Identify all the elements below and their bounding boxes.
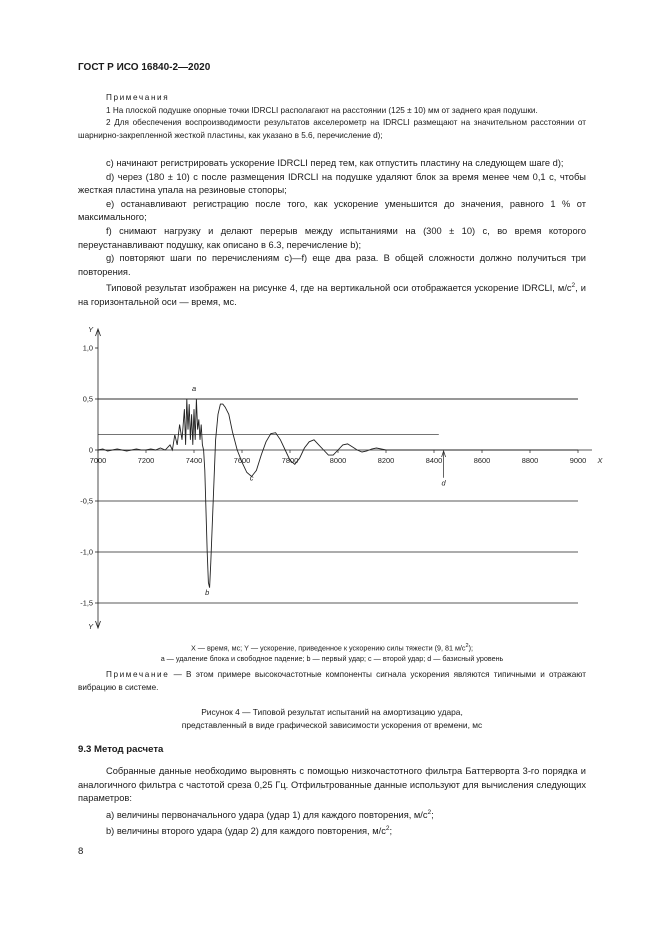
param-a-sup: 2 <box>427 808 432 816</box>
page-number: 8 <box>78 846 84 857</box>
legend-line-2: a — удаление блока и свободное падение; b — первый удар; c — второй удар; d — базисный уровень <box>160 654 504 664</box>
legend-text-1-end: ); <box>468 643 473 653</box>
step-g: g) повторяют шаги по перечислениям c)—f) еще два раза. В общей сложности должно получиться три повторения. <box>78 253 586 277</box>
step-c: c) начинают регистрировать ускорение IDRCLI перед тем, как отпустить пластину на следующем шаге d); <box>106 158 564 168</box>
steps-list <box>78 157 586 310</box>
y-tick-label: -1,5 <box>80 598 93 608</box>
x-tick-label: 7800 <box>281 456 299 465</box>
param-b-sup: 2 <box>385 825 390 833</box>
x-tick-label: 7200 <box>137 456 155 465</box>
figure-legend <box>78 641 586 664</box>
section-title: 9.3 Метод расчета <box>78 744 164 755</box>
chart-gridlines <box>98 399 578 603</box>
notes-heading: Примечания <box>106 93 170 102</box>
intro-text: Типовой результат изображен на рисунке 4, где на вертикальной оси отображается ускорение IDRCLI, м/с <box>106 283 572 294</box>
param-b-text: b) величины второго удара (удар 2) для каждого повторения, м/с <box>106 826 386 837</box>
annotation-label-b: b <box>205 587 210 597</box>
param-a-end: ; <box>431 809 434 820</box>
section-body <box>78 765 586 839</box>
legend-text-1: X — время, мс; Y — ускорение, приведенное к ускорению силы тяжести (9, 81 м/с <box>191 643 466 653</box>
legend-sup: 2 <box>465 643 469 649</box>
y-tick-label: -0,5 <box>80 496 93 506</box>
x-tick-label: 7000 <box>89 456 107 465</box>
x-tick-label: 8400 <box>425 456 443 465</box>
annotation-label-c: c <box>249 473 254 483</box>
y-axis-letter-bottom: Y <box>88 622 93 631</box>
figure-note-text: — В этом примере высокочастотные компоненты сигнала ускорения являются типичными и отражают вибрацию в системе. <box>78 670 586 692</box>
note-1: 1 На плоской подушке опорные точки IDRCLI располагают на расстоянии (125 ± 10) мм от заднего края подушки. <box>106 105 538 115</box>
y-axis-letter-top: Y <box>88 325 93 334</box>
notes-block <box>78 92 586 142</box>
annotation-label-d: d <box>441 478 446 488</box>
x-tick-label: 8200 <box>377 456 395 465</box>
intro-text-end: , и на горизонтальной оси — время, мс. <box>78 283 586 308</box>
section-paragraph: Собранные данные необходимо выровнять с помощью низкочастотного фильтра Баттерворта 3-го порядка и аналогичного фильтра с частотой среза 0,25 Гц. Отфильтрованные данные используют для вычисления следующих параметров: <box>78 766 586 804</box>
acceleration-chart <box>78 322 618 636</box>
document-header: ГОСТ Р ИСО 16840-2—2020 <box>78 62 211 73</box>
intro-sup: 2 <box>571 282 576 290</box>
step-f: f) снимают нагрузку и делают перерыв между испытаниями на (300 ± 10) с, во время которого переустанавливают подушку, как описано в 6.3, перечисление b); <box>78 225 586 250</box>
caption-line-1: Рисунок 4 — Типовой результат испытаний на амортизацию удара, <box>201 707 463 717</box>
y-tick-label: 0,5 <box>82 394 93 404</box>
acceleration-series-line <box>98 399 578 588</box>
step-e: e) останавливают регистрацию после того, как ускорение уменьшится до значения, равного 1 % от максимального; <box>78 198 586 223</box>
y-tick-label: -1,0 <box>80 547 93 557</box>
x-axis-letter: X <box>597 456 603 465</box>
param-b-end: ; <box>389 826 393 837</box>
param-b <box>78 822 586 839</box>
param-a-text: a) величины первоначального удара (удар 1) для каждого повторения, м/с <box>106 809 428 820</box>
annotation-label-a: a <box>191 383 197 393</box>
x-tick-label: 8600 <box>473 456 491 465</box>
chart-axes <box>95 329 592 628</box>
x-tick-label: 7600 <box>233 456 251 465</box>
step-d: d) через (180 ± 10) с после размещения IDRCLI на подушке удаляют блок за время менее чем 0,1 с, чтобы жесткая пластина упала на резиновые стопоры; <box>78 171 586 196</box>
figure-intro <box>78 279 586 309</box>
legend-line-1 <box>78 641 586 653</box>
figure-caption <box>78 706 586 731</box>
figure-note <box>78 669 586 694</box>
y-tick-label: 1,0 <box>82 343 93 353</box>
param-a <box>78 806 586 823</box>
x-tick-label: 9000 <box>569 456 587 465</box>
y-tick-label: 0 <box>88 445 93 455</box>
caption-line-2: представленный в виде графической зависимости ускорения от времени, мс <box>181 719 483 730</box>
figure-note-label: Примечание <box>106 670 170 679</box>
x-tick-label: 8800 <box>521 456 539 465</box>
x-tick-label: 8000 <box>329 456 347 465</box>
note-2: 2 Для обеспечения воспроизводимости результатов акселерометр на IDRCLI размещают на значительном расстоянии от шарнирно-закрепленной жесткой пластины, как указано в 5.6, перечисление d); <box>78 118 586 140</box>
chart-tick-labels <box>80 325 603 631</box>
x-tick-label: 7400 <box>185 456 203 465</box>
chart-annotations <box>192 384 447 597</box>
